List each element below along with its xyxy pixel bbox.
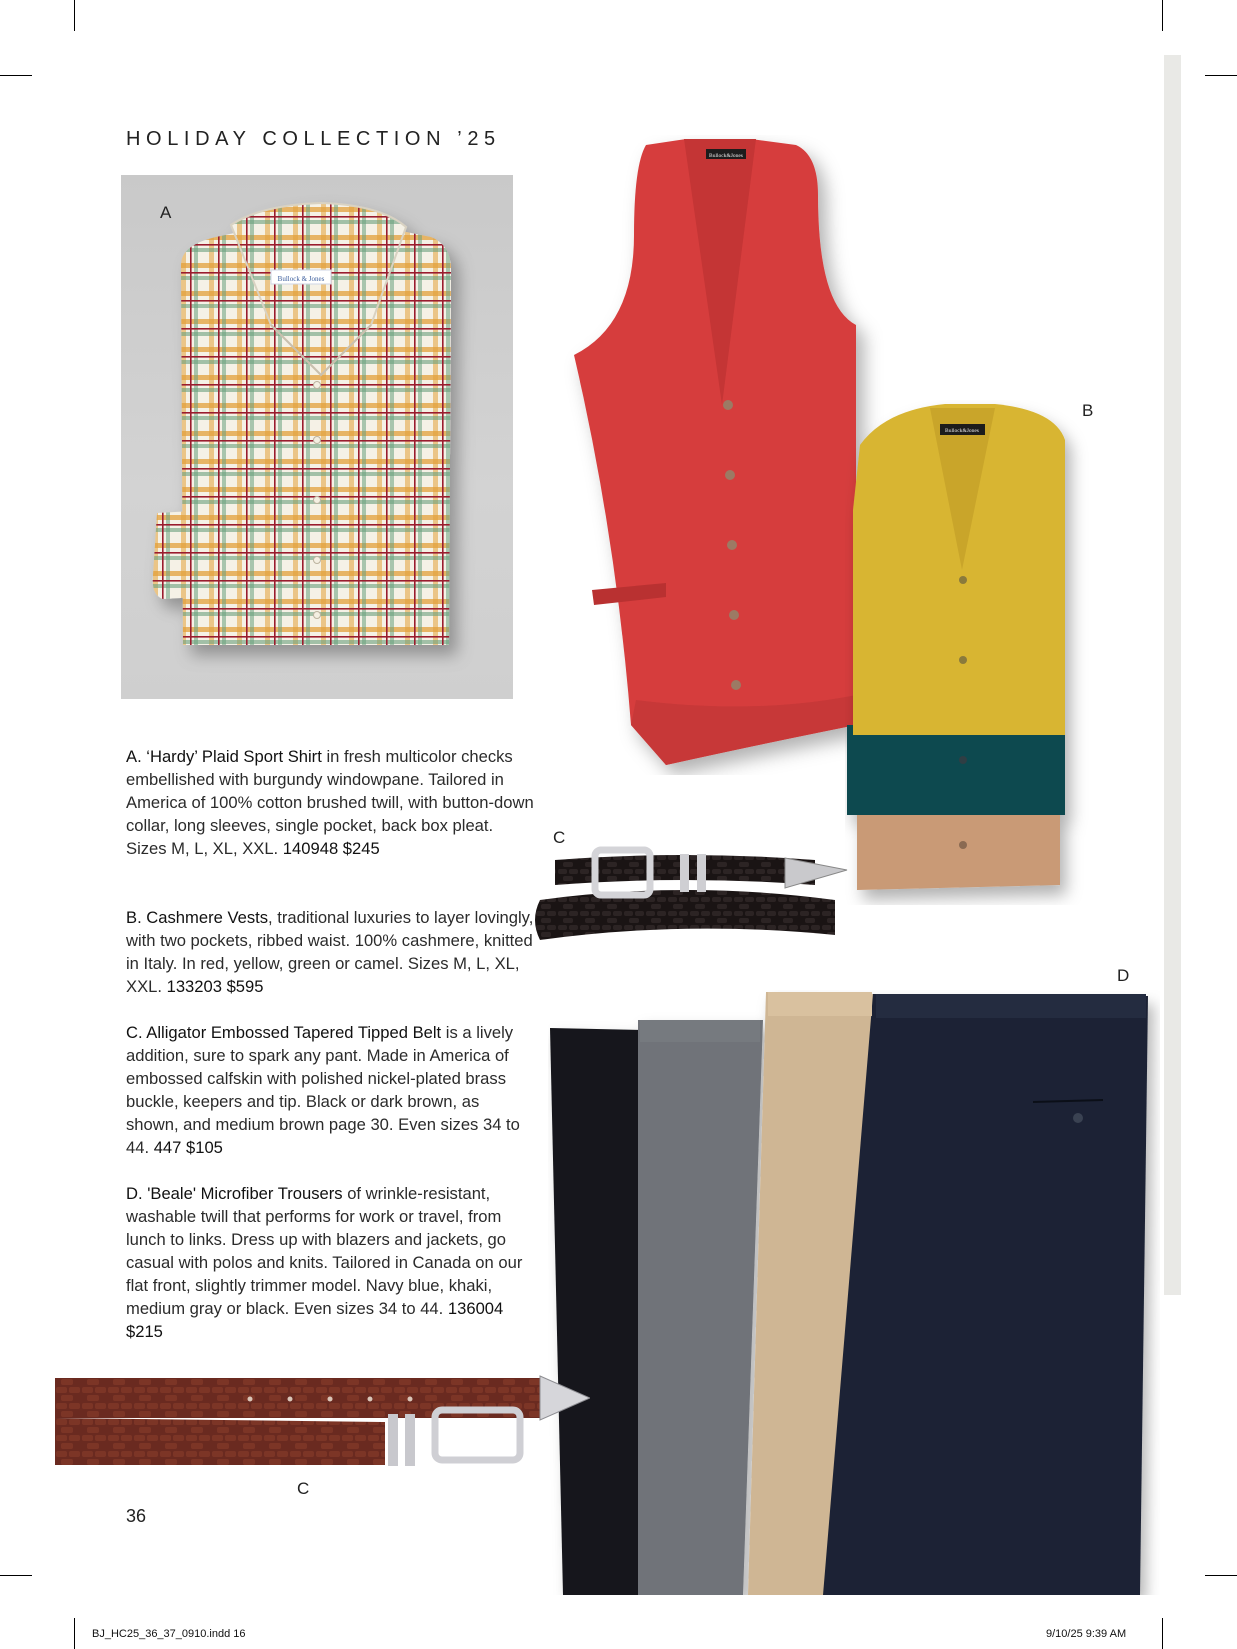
item-letter-a: A [160, 203, 172, 222]
item-body: of wrinkle-resistant, washable twill that performs for work or travel, from lunch to links. Dress up with blazers and jackets, go casual with polos and knits. Tailored in Canada on our flat front, slightly trimmer model. Navy blue, khaki, medium gray or black. Even sizes 34 to 44. [126, 1184, 523, 1318]
item-description-a [126, 745, 536, 860]
folded-vests-stack [845, 400, 1105, 905]
crop-mark [0, 75, 32, 76]
camel-vest [857, 805, 1060, 890]
item-title: B. Cashmere Vests [126, 908, 269, 927]
brown-belt-illustration [55, 1370, 590, 1480]
crop-mark [1162, 1618, 1163, 1649]
print-timestamp: 9/10/25 9:39 AM [1046, 1628, 1127, 1640]
red-vest-illustration [556, 135, 886, 775]
crop-mark [74, 0, 75, 31]
item-body: is a lively addition, sure to spark any pant. Made in America of embossed calfskin with polished nickel-plated brass buckle, keepers and tip. Black or dark brown, as shown, and medium brown page 30. Even sizes 34 to 44. [126, 1023, 520, 1157]
gray-trouser [638, 1020, 763, 1595]
item-price: 133203 $595 [166, 977, 264, 996]
shirt-brand-tag: Bullock & Jones [277, 275, 325, 283]
item-description-b [126, 906, 536, 998]
item-title: A. ‘Hardy’ Plaid Sport Shirt [126, 747, 322, 766]
green-vest [847, 725, 1065, 815]
yellow-vest-brand-tag: Bullock&Jones [945, 428, 979, 434]
crop-mark [1162, 0, 1163, 31]
item-title: C. Alligator Embossed Tapered Tipped Belt [126, 1023, 442, 1042]
item-letter-d: D [1117, 966, 1130, 985]
navy-trouser [823, 994, 1148, 1595]
page-edge-bar [1164, 55, 1181, 1295]
item-letter-c-bottom: C [297, 1479, 310, 1498]
shirt-photo [121, 175, 513, 699]
item-description-d [126, 1182, 536, 1343]
file-slug: BJ_HC25_36_37_0910.indd 16 [92, 1628, 246, 1640]
crop-mark [74, 1618, 75, 1649]
item-title: D. 'Beale' Microfiber Trousers [126, 1184, 343, 1203]
item-price: 447 $105 [153, 1138, 223, 1157]
plaid-shirt-illustration [121, 175, 513, 699]
item-body: in fresh multicolor checks embellished with burgundy windowpane. Tailored in America of 100% cotton brushed twill, with button-down collar, long sleeves, single pocket, back box pleat. Sizes M, L, XL, XXL. [126, 747, 534, 858]
black-belt-illustration [535, 840, 850, 960]
item-letter-c-top: C [553, 828, 566, 847]
item-price: 140948 $245 [282, 839, 380, 858]
crop-mark [1205, 75, 1237, 76]
item-letter-b: B [1082, 401, 1094, 420]
page-title: HOLIDAY COLLECTION ’25 [126, 128, 501, 150]
crop-mark [0, 1575, 32, 1576]
crop-mark [1205, 1575, 1237, 1576]
red-vest-brand-tag: Bullock&Jones [709, 153, 743, 159]
item-price: 136004 $215 [126, 1299, 504, 1341]
page-number: 36 [126, 1506, 147, 1526]
trousers-illustration [548, 990, 1160, 1595]
item-body: , traditional luxuries to layer lovingly, with two pockets, ribbed waist. 100% cashmere, knitted in Italy. In red, yellow, green or camel. Sizes M, L, XL, XXL. [126, 908, 534, 996]
item-description-c [126, 1021, 536, 1159]
